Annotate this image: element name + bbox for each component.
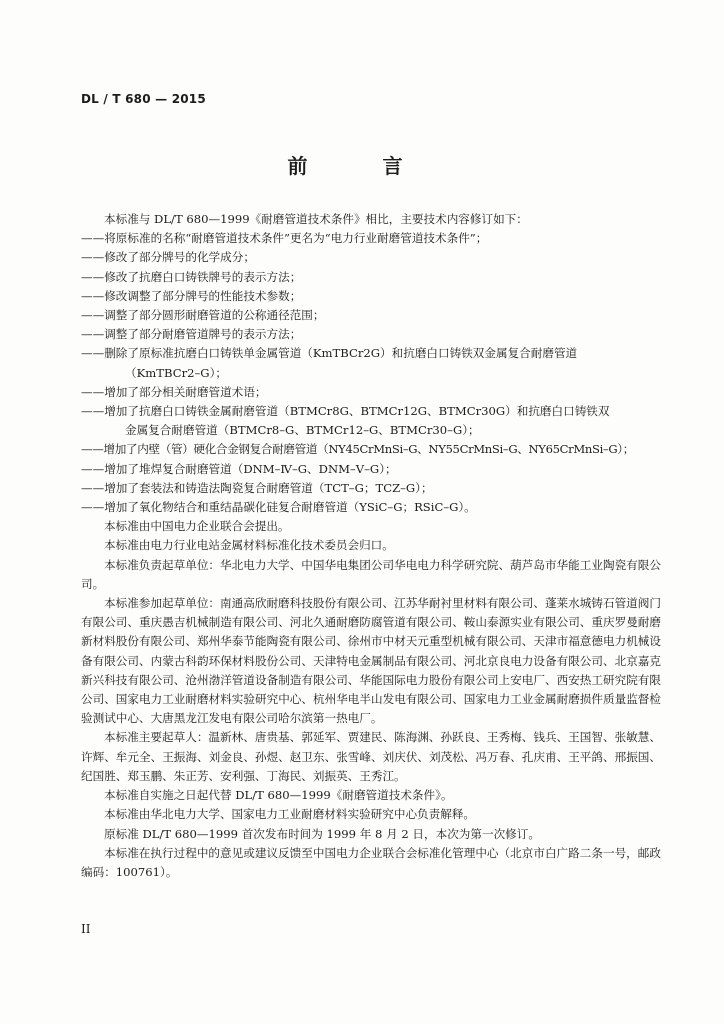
document-code: DL / T 680 — 2015 bbox=[81, 92, 206, 106]
change-item: ——修改调整了部分牌号的性能技术参数； bbox=[81, 288, 302, 303]
page-title: 前 言 bbox=[287, 154, 437, 178]
foreword-body bbox=[81, 210, 661, 882]
change-item: ——增加了套装法和铸造法陶瓷复合耐磨管道（TCT–G；TCZ–G）； bbox=[81, 480, 433, 495]
proposer-paragraph: 本标准由中国电力企业联合会提出。 bbox=[104, 519, 290, 534]
change-item: ——增加了堆焊复合耐磨管道（DNM–Ⅳ–G、DNM–Ⅴ–G）； bbox=[81, 461, 397, 476]
page-number: II bbox=[81, 922, 91, 936]
intro-paragraph: 本标准与 DL/T 680—1999《耐磨管道技术条件》相比，主要技术内容修订如下： bbox=[104, 212, 528, 226]
participating-units-paragraph: 本标准参加起草单位：南通高欣耐磨科技股份有限公司、江苏华耐衬里材料有限公司、蓬莱水城铸石管道阀门有限公司、重庆愚吉机械制造有限公司、河北久通耐磨防腐管道有限公司、鞍山泰源实业有限公司、重庆罗曼耐磨新材料股份有限公司、郑州华泰节能陶瓷有限公司、徐州市中材天元重型机械有限公司、天津市福意德电力机械设备有限公司、内蒙古科韵环保材料股份公司、天津特电金属制品有限公司、河北京良电力设备有限公司、北京嘉克新兴科技有限公司、沧州渤洋管道设备制造有限公司、华能国际电力股份有限公司上安电厂、西安热工研究院有限公司、国家电力工业耐磨材料实验研究中心、杭州华电半山发电有限公司、国家电力工业金属耐磨损件质量监督检验测试中心、大唐黑龙江发电有限公司哈尔滨第一热电厂。 bbox=[81, 596, 661, 726]
change-item: ——增加了氧化物结合和重结晶碳化硅复合耐磨管道（YSiC–G；RSiC–G）。 bbox=[81, 500, 476, 515]
change-item: ——增加了部分相关耐磨管道术语； bbox=[81, 384, 267, 399]
interpretation-paragraph: 本标准由华北电力大学、国家电力工业耐磨材料实验研究中心负责解释。 bbox=[104, 807, 476, 822]
change-item-continuation: 金属复合耐磨管道（BTMCr8–G、BTMCr12–G、BTMCr30–G）； bbox=[125, 423, 480, 438]
management-paragraph: 本标准由电力行业电站金属材料标准化技术委员会归口。 bbox=[104, 538, 394, 553]
feedback-paragraph: 本标准在执行过程中的意见或建议反馈至中国电力企业联合会标准化管理中心（北京市白广路二条一号，邮政编码：100761）。 bbox=[81, 845, 661, 879]
change-item: ——修改了部分牌号的化学成分； bbox=[81, 250, 255, 265]
change-item: ——修改了抗磨白口铸铁牌号的表示方法； bbox=[81, 269, 302, 284]
history-paragraph: 原标准 DL/T 680—1999 首次发布时间为 1999 年 8 月 2 日，本次为第一次修订。 bbox=[104, 826, 540, 841]
drafting-unit-paragraph: 本标准负责起草单位：华北电力大学、中国华电集团公司华电电力科学研究院、葫芦岛市华能工业陶瓷有限公司。 bbox=[81, 557, 661, 591]
change-item: ——删除了原标准抗磨白口铸铁单金属管道（KmTBCr2G）和抗磨白口铸铁双金属复合耐磨管道 bbox=[81, 346, 578, 361]
replacement-paragraph: 本标准自实施之日起代替 DL/T 680—1999《耐磨管道技术条件》。 bbox=[104, 788, 453, 803]
change-item: ——增加了抗磨白口铸铁金属耐磨管道（BTMCr8G、BTMCr12G、BTMCr30G）和抗磨白口铸铁双 bbox=[81, 404, 610, 419]
change-item: ——调整了部分圆形耐磨管道的公称通径范围； bbox=[81, 308, 325, 323]
change-item: ——增加了内壁（管）硬化合金钢复合耐磨管道（NY45CrMnSi–G、NY55CrMnSi–G、NY65CrMnSi–G）； bbox=[81, 442, 634, 457]
change-item-continuation: （KmTBCr2–G）； bbox=[125, 365, 227, 380]
change-item: ——调整了部分耐磨管道牌号的表示方法； bbox=[81, 327, 302, 342]
change-item: ——将原标准的名称“耐磨管道技术条件”更名为“电力行业耐磨管道技术条件”； bbox=[81, 231, 488, 246]
drafters-paragraph: 本标准主要起草人：温新林、唐贵基、郭延军、贾建民、陈海渊、孙跃良、王秀梅、钱兵、王国智、张敏慧、许辉、牟元全、王振海、刘金良、孙煜、赵卫东、张雪峰、刘庆伏、刘茂松、冯万春、孔庆甫、王平鸽、邢振国、纪国胜、郑玉鹏、朱正芳、安利强、丁海民、刘振英、王秀江。 bbox=[81, 730, 661, 783]
